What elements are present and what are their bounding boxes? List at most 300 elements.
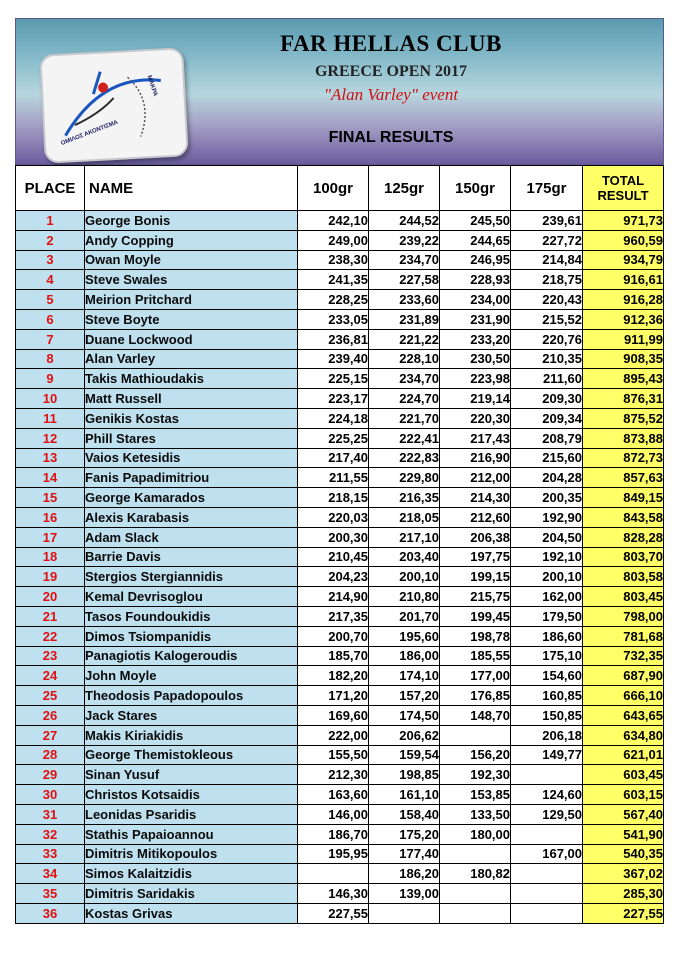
score-125gr-cell: 139,00 [369,884,440,904]
score-150gr-cell: 230,50 [440,349,511,369]
score-100gr-cell: 222,00 [298,725,369,745]
place-cell: 11 [16,408,85,428]
score-150gr-cell: 192,30 [440,765,511,785]
score-100gr-cell: 218,15 [298,488,369,508]
score-125gr-cell: 239,22 [369,230,440,250]
score-150gr-cell: 245,50 [440,211,511,231]
table-row [16,646,664,666]
score-125gr-cell: 217,10 [369,527,440,547]
score-125gr-cell: 186,20 [369,864,440,884]
score-100gr-cell: 220,03 [298,507,369,527]
place-cell: 19 [16,567,85,587]
score-150gr-cell [440,725,511,745]
score-125gr-cell: 234,70 [369,250,440,270]
total-cell: 934,79 [583,250,664,270]
score-150gr-cell [440,884,511,904]
score-100gr-cell: 217,40 [298,448,369,468]
score-150gr-cell: 212,00 [440,468,511,488]
table-row [16,527,664,547]
place-cell: 3 [16,250,85,270]
table-row [16,428,664,448]
score-125gr-cell: 210,80 [369,587,440,607]
score-175gr-cell [511,884,583,904]
score-100gr-cell [298,864,369,884]
score-100gr-cell: 155,50 [298,745,369,765]
club-logo [39,47,189,163]
section-title: FINAL RESULTS [328,129,454,146]
name-cell: Matt Russell [85,389,298,409]
place-cell: 8 [16,349,85,369]
header-100gr: 100gr [298,166,369,211]
total-cell: 781,68 [583,626,664,646]
score-125gr-cell: 174,10 [369,666,440,686]
score-150gr-cell: 244,65 [440,230,511,250]
score-100gr-cell: 200,70 [298,626,369,646]
score-150gr-cell: 215,75 [440,587,511,607]
table-row [16,824,664,844]
score-100gr-cell: 185,70 [298,646,369,666]
score-175gr-cell: 192,10 [511,547,583,567]
score-125gr-cell: 161,10 [369,785,440,805]
name-cell: Andy Copping [85,230,298,250]
total-cell: 285,30 [583,884,664,904]
score-100gr-cell: 204,23 [298,567,369,587]
table-row [16,270,664,290]
place-cell: 10 [16,389,85,409]
header-total-line2: RESULT [597,188,649,203]
name-cell: Genikis Kostas [85,408,298,428]
score-100gr-cell: 146,30 [298,884,369,904]
place-cell: 31 [16,804,85,824]
score-125gr-cell: 195,60 [369,626,440,646]
total-cell: 227,55 [583,903,664,923]
score-175gr-cell: 160,85 [511,686,583,706]
score-150gr-cell: 223,98 [440,369,511,389]
score-100gr-cell: 212,30 [298,765,369,785]
name-cell: Phill Stares [85,428,298,448]
score-125gr-cell: 157,20 [369,686,440,706]
score-125gr-cell: 221,70 [369,408,440,428]
score-175gr-cell: 179,50 [511,606,583,626]
table-row [16,864,664,884]
score-150gr-cell: 246,95 [440,250,511,270]
score-175gr-cell: 150,85 [511,705,583,725]
score-125gr-cell: 228,10 [369,349,440,369]
name-cell: Takis Mathioudakis [85,369,298,389]
total-cell: 875,52 [583,408,664,428]
table-header-row [16,166,664,211]
score-150gr-cell: 217,43 [440,428,511,448]
score-150gr-cell: 156,20 [440,745,511,765]
score-100gr-cell: 163,60 [298,785,369,805]
score-150gr-cell: 197,75 [440,547,511,567]
score-100gr-cell: 227,55 [298,903,369,923]
total-cell: 895,43 [583,369,664,389]
name-cell: Meirion Pritchard [85,290,298,310]
score-150gr-cell: 180,00 [440,824,511,844]
table-row [16,745,664,765]
score-125gr-cell: 221,22 [369,329,440,349]
name-cell: Barrie Davis [85,547,298,567]
name-cell: Vaios Ketesidis [85,448,298,468]
table-row [16,468,664,488]
score-150gr-cell: 214,30 [440,488,511,508]
score-175gr-cell: 210,35 [511,349,583,369]
score-175gr-cell: 204,28 [511,468,583,488]
score-100gr-cell: 217,35 [298,606,369,626]
name-cell: Fanis Papadimitriou [85,468,298,488]
name-cell: Theodosis Papadopoulos [85,686,298,706]
total-cell: 876,31 [583,389,664,409]
name-cell: Kostas Grivas [85,903,298,923]
score-175gr-cell [511,864,583,884]
name-cell: John Moyle [85,666,298,686]
score-100gr-cell: 211,55 [298,468,369,488]
score-150gr-cell: 231,90 [440,309,511,329]
score-150gr-cell: 198,78 [440,626,511,646]
table-row [16,666,664,686]
place-cell: 24 [16,666,85,686]
logo-text-bottom: ΟΜΙΛΟΣ ΑΚΟΝΤΙΣΜΑ [60,119,120,147]
score-175gr-cell: 208,79 [511,428,583,448]
table-row [16,369,664,389]
name-cell: Tasos Foundoukidis [85,606,298,626]
place-cell: 7 [16,329,85,349]
place-cell: 27 [16,725,85,745]
score-100gr-cell: 195,95 [298,844,369,864]
name-cell: Simos Kalaitzidis [85,864,298,884]
score-150gr-cell: 212,60 [440,507,511,527]
score-100gr-cell: 225,25 [298,428,369,448]
results-table [15,165,664,924]
score-175gr-cell: 220,76 [511,329,583,349]
header-place: PLACE [16,166,85,211]
place-cell: 6 [16,309,85,329]
score-125gr-cell: 234,70 [369,369,440,389]
score-150gr-cell: 153,85 [440,785,511,805]
score-175gr-cell: 215,60 [511,448,583,468]
score-150gr-cell: 199,15 [440,567,511,587]
total-cell: 666,10 [583,686,664,706]
score-100gr-cell: 233,05 [298,309,369,329]
place-cell: 1 [16,211,85,231]
total-cell: 971,73 [583,211,664,231]
name-cell: Alan Varley [85,349,298,369]
score-125gr-cell: 218,05 [369,507,440,527]
table-row [16,309,664,329]
score-175gr-cell: 209,30 [511,389,583,409]
name-cell: Jack Stares [85,705,298,725]
score-100gr-cell: 186,70 [298,824,369,844]
place-cell: 23 [16,646,85,666]
score-125gr-cell: 201,70 [369,606,440,626]
place-cell: 33 [16,844,85,864]
place-cell: 26 [16,705,85,725]
place-cell: 5 [16,290,85,310]
table-row [16,705,664,725]
score-175gr-cell: 162,00 [511,587,583,607]
logo-text-right: ΜΑΚΡΑ [145,74,158,98]
name-cell: Duane Lockwood [85,329,298,349]
name-cell: Kemal Devrisoglou [85,587,298,607]
place-cell: 36 [16,903,85,923]
table-row [16,230,664,250]
score-100gr-cell: 225,15 [298,369,369,389]
place-cell: 9 [16,369,85,389]
total-cell: 803,45 [583,587,664,607]
score-100gr-cell: 249,00 [298,230,369,250]
score-175gr-cell: 192,90 [511,507,583,527]
name-cell: Steve Boyte [85,309,298,329]
score-175gr-cell [511,824,583,844]
score-175gr-cell [511,903,583,923]
score-100gr-cell: 200,30 [298,527,369,547]
total-cell: 843,58 [583,507,664,527]
score-125gr-cell: 159,54 [369,745,440,765]
place-cell: 25 [16,686,85,706]
total-cell: 798,00 [583,606,664,626]
place-cell: 20 [16,587,85,607]
score-150gr-cell: 177,00 [440,666,511,686]
score-150gr-cell: 233,20 [440,329,511,349]
score-100gr-cell: 239,40 [298,349,369,369]
place-cell: 34 [16,864,85,884]
score-175gr-cell: 200,10 [511,567,583,587]
total-cell: 603,45 [583,765,664,785]
total-cell: 849,15 [583,488,664,508]
score-175gr-cell: 215,52 [511,309,583,329]
header-name: NAME [85,166,298,211]
score-175gr-cell: 227,72 [511,230,583,250]
score-150gr-cell: 176,85 [440,686,511,706]
score-100gr-cell: 223,17 [298,389,369,409]
place-cell: 4 [16,270,85,290]
header-total-line1: TOTAL [601,173,645,188]
place-cell: 32 [16,824,85,844]
score-175gr-cell: 214,84 [511,250,583,270]
place-cell: 18 [16,547,85,567]
score-125gr-cell: 198,85 [369,765,440,785]
header-banner [15,18,664,165]
score-100gr-cell: 182,20 [298,666,369,686]
score-150gr-cell [440,844,511,864]
name-cell: Panagiotis Kalogeroudis [85,646,298,666]
score-100gr-cell: 242,10 [298,211,369,231]
score-175gr-cell: 239,61 [511,211,583,231]
place-cell: 15 [16,488,85,508]
score-125gr-cell: 203,40 [369,547,440,567]
name-cell: George Themistokleous [85,745,298,765]
score-175gr-cell: 175,10 [511,646,583,666]
name-cell: Adam Slack [85,527,298,547]
name-cell: Alexis Karabasis [85,507,298,527]
name-cell: George Kamarados [85,488,298,508]
place-cell: 13 [16,448,85,468]
place-cell: 14 [16,468,85,488]
name-cell: Stathis Papaioannou [85,824,298,844]
score-125gr-cell: 233,60 [369,290,440,310]
total-cell: 540,35 [583,844,664,864]
score-175gr-cell: 209,34 [511,408,583,428]
table-row [16,290,664,310]
place-cell: 30 [16,785,85,805]
score-125gr-cell: 244,52 [369,211,440,231]
name-cell: Stergios Stergiannidis [85,567,298,587]
table-row [16,844,664,864]
score-125gr-cell: 175,20 [369,824,440,844]
score-150gr-cell: 199,45 [440,606,511,626]
score-150gr-cell: 133,50 [440,804,511,824]
score-125gr-cell: 222,41 [369,428,440,448]
score-150gr-cell: 148,70 [440,705,511,725]
place-cell: 35 [16,884,85,904]
total-cell: 634,80 [583,725,664,745]
score-125gr-cell: 227,58 [369,270,440,290]
name-cell: Leonidas Psaridis [85,804,298,824]
name-cell: Owan Moyle [85,250,298,270]
table-row [16,408,664,428]
total-cell: 803,58 [583,567,664,587]
name-cell: George Bonis [85,211,298,231]
score-125gr-cell: 174,50 [369,705,440,725]
table-row [16,567,664,587]
total-cell: 687,90 [583,666,664,686]
header-125gr: 125gr [369,166,440,211]
score-100gr-cell: 146,00 [298,804,369,824]
score-150gr-cell: 206,38 [440,527,511,547]
total-cell: 732,35 [583,646,664,666]
score-125gr-cell: 200,10 [369,567,440,587]
name-cell: Makis Kiriakidis [85,725,298,745]
total-cell: 567,40 [583,804,664,824]
table-row [16,785,664,805]
header-150gr: 150gr [440,166,511,211]
total-cell: 916,61 [583,270,664,290]
score-175gr-cell: 211,60 [511,369,583,389]
table-row [16,507,664,527]
total-cell: 857,63 [583,468,664,488]
name-cell: Dimitris Mitikopoulos [85,844,298,864]
score-100gr-cell: 214,90 [298,587,369,607]
place-cell: 12 [16,428,85,448]
results-body [16,211,664,924]
score-175gr-cell: 186,60 [511,626,583,646]
score-125gr-cell: 229,80 [369,468,440,488]
total-cell: 803,70 [583,547,664,567]
total-cell: 367,02 [583,864,664,884]
table-row [16,211,664,231]
place-cell: 28 [16,745,85,765]
score-150gr-cell: 234,00 [440,290,511,310]
score-150gr-cell: 219,14 [440,389,511,409]
name-cell: Dimos Tsiompanidis [85,626,298,646]
table-row [16,389,664,409]
table-row [16,587,664,607]
score-175gr-cell: 204,50 [511,527,583,547]
total-cell: 873,88 [583,428,664,448]
total-cell: 912,36 [583,309,664,329]
score-175gr-cell: 218,75 [511,270,583,290]
score-125gr-cell: 216,35 [369,488,440,508]
score-125gr-cell: 222,83 [369,448,440,468]
score-125gr-cell: 177,40 [369,844,440,864]
score-100gr-cell: 171,20 [298,686,369,706]
score-125gr-cell: 206,62 [369,725,440,745]
total-cell: 916,28 [583,290,664,310]
place-cell: 16 [16,507,85,527]
total-cell: 643,65 [583,705,664,725]
score-100gr-cell: 228,25 [298,290,369,310]
table-row [16,903,664,923]
table-row [16,547,664,567]
page-subtitle: GREECE OPEN 2017 [314,63,467,80]
total-cell: 911,99 [583,329,664,349]
score-125gr-cell: 231,89 [369,309,440,329]
total-cell: 621,01 [583,745,664,765]
name-cell: Dimitris Saridakis [85,884,298,904]
score-175gr-cell: 124,60 [511,785,583,805]
table-row [16,626,664,646]
score-150gr-cell: 180,82 [440,864,511,884]
score-150gr-cell: 216,90 [440,448,511,468]
score-125gr-cell: 224,70 [369,389,440,409]
score-100gr-cell: 238,30 [298,250,369,270]
score-125gr-cell: 158,40 [369,804,440,824]
score-100gr-cell: 241,35 [298,270,369,290]
score-100gr-cell: 236,81 [298,329,369,349]
place-cell: 29 [16,765,85,785]
place-cell: 17 [16,527,85,547]
place-cell: 2 [16,230,85,250]
table-row [16,725,664,745]
score-175gr-cell: 167,00 [511,844,583,864]
score-100gr-cell: 169,60 [298,705,369,725]
place-cell: 21 [16,606,85,626]
table-row [16,765,664,785]
header-total-result [583,166,664,211]
table-row [16,250,664,270]
score-150gr-cell: 185,55 [440,646,511,666]
event-name: "Alan Varley" event [323,85,459,104]
table-row [16,329,664,349]
score-150gr-cell: 220,30 [440,408,511,428]
name-cell: Steve Swales [85,270,298,290]
score-175gr-cell: 200,35 [511,488,583,508]
score-175gr-cell: 154,60 [511,666,583,686]
total-cell: 872,73 [583,448,664,468]
score-125gr-cell: 186,00 [369,646,440,666]
name-cell: Christos Kotsaidis [85,785,298,805]
page-title: FAR HELLAS CLUB [280,31,502,56]
table-row [16,488,664,508]
total-cell: 828,28 [583,527,664,547]
name-cell: Sinan Yusuf [85,765,298,785]
total-cell: 541,90 [583,824,664,844]
total-cell: 908,35 [583,349,664,369]
place-cell: 22 [16,626,85,646]
table-row [16,448,664,468]
table-row [16,606,664,626]
score-175gr-cell: 149,77 [511,745,583,765]
score-150gr-cell [440,903,511,923]
score-150gr-cell: 228,93 [440,270,511,290]
score-125gr-cell [369,903,440,923]
score-175gr-cell [511,765,583,785]
score-175gr-cell: 206,18 [511,725,583,745]
table-row [16,804,664,824]
table-row [16,686,664,706]
table-row [16,349,664,369]
